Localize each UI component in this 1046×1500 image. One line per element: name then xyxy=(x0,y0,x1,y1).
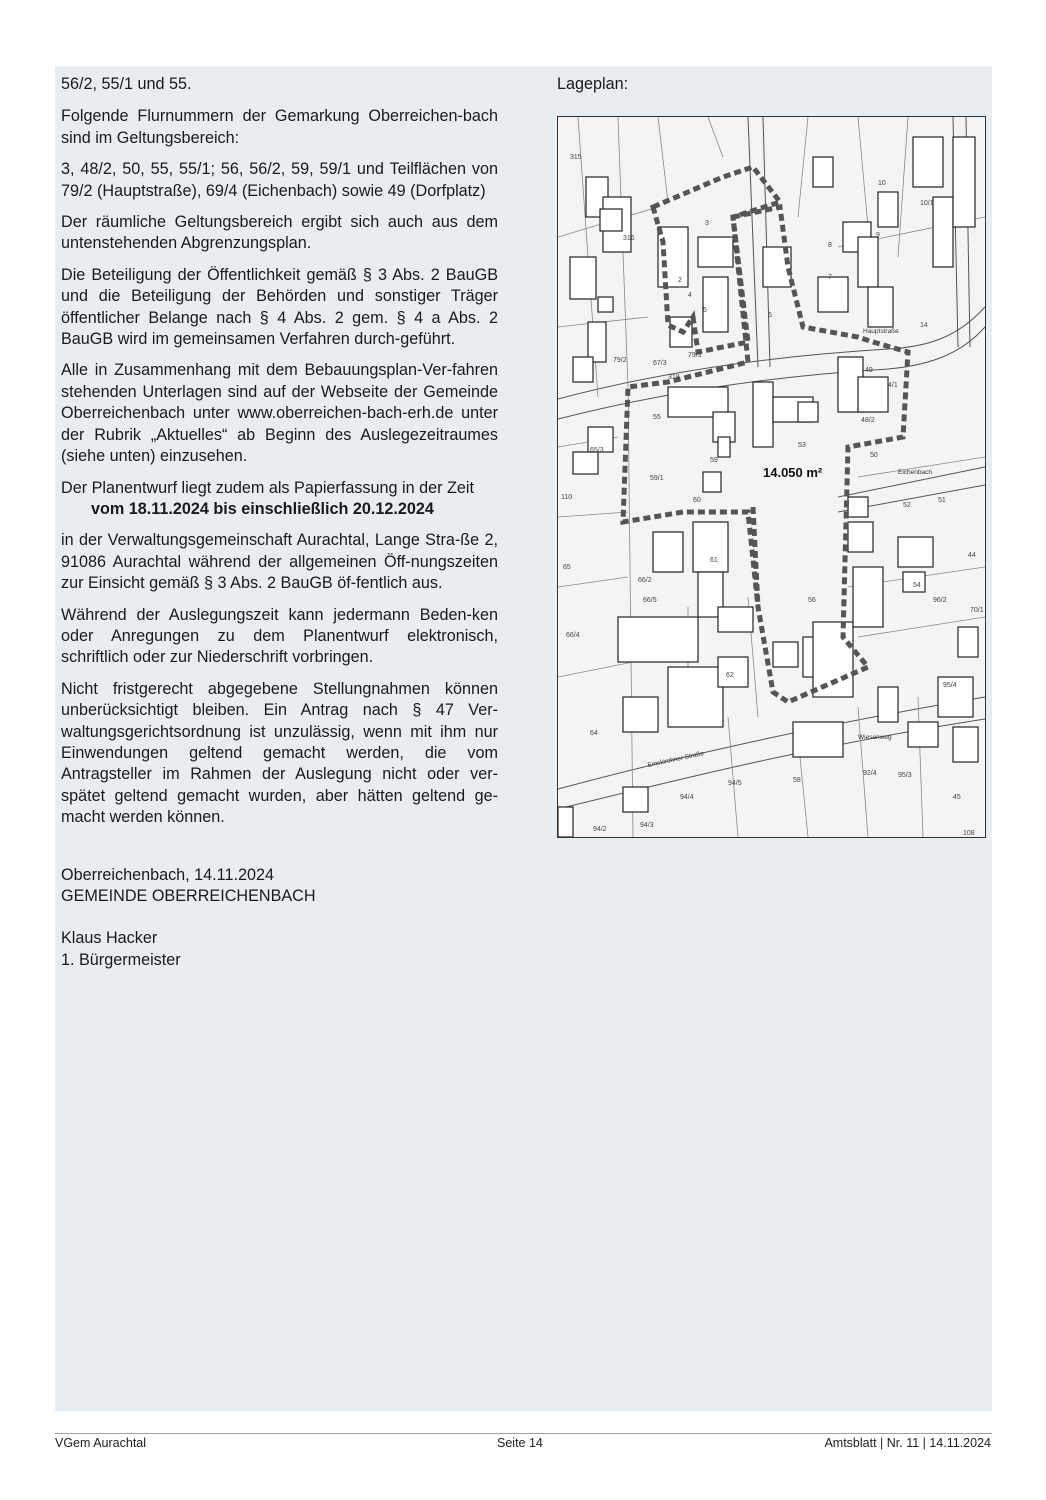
parcel-label: 59/1 xyxy=(650,475,664,482)
parcel-label: 316 xyxy=(623,235,635,242)
parcel-label: 2 xyxy=(678,277,682,284)
parcel-label: 61 xyxy=(710,557,718,564)
parcel-label: 65/3 xyxy=(590,447,604,454)
parcel-label: 54 xyxy=(913,582,921,589)
parcel-label: 59 xyxy=(710,457,718,464)
parcel-label: 9 xyxy=(876,232,880,239)
footer-page-number: Seite 14 xyxy=(497,1436,543,1450)
announcement-text-column xyxy=(61,74,498,971)
paragraph-parcels-intro: 56/2, 55/1 und 55. xyxy=(61,75,192,93)
parcel-label: 49 xyxy=(865,367,873,374)
street-label-eichenbach: Eichenbach xyxy=(898,469,932,476)
parcel-label: 94/4 xyxy=(680,794,694,801)
street-label-hauptstrasse: Hauptstraße xyxy=(863,328,899,335)
paragraph-beteiligung: Die Beteiligung der Öffentlichkeit gemäß § 3 Abs. 2 BauGB und die Beteiligung der Behörden und sonstiger Träger öffentlicher Belange nach § 4 Abs. 2 gem. § 4 a Abs. 2 BauGB wird im gemeinsamen Verfahren durch-geführt. xyxy=(61,265,498,349)
paragraph-parcel-list: 3, 48/2, 50, 55, 55/1; 56, 56/2, 59, 59/1 und Teilflächen von 79/2 (Hauptstraße), 69/4 (Eichenbach) sowie 49 (Dorfplatz) xyxy=(61,160,498,200)
parcel-label: 94/2 xyxy=(593,826,607,833)
parcel-label: 60 xyxy=(693,497,701,504)
parcel-label: 64 xyxy=(590,730,598,737)
municipality-name: GEMEINDE OBERREICHENBACH xyxy=(61,887,316,905)
paragraph-unterlagen: Alle in Zusammenhang mit dem Bebauungsplan-Ver-fahren stehenden Unterlagen sind auf der Webseite der Gemeinde Oberreichenbach unter www.oberreichen-bach-erh.de unter der Rubrik „Aktuelles“ ab Beginn des Auslegezeitraumes (siehe unten) einzusehen. xyxy=(61,361,498,466)
parcel-label: 4 xyxy=(688,292,692,299)
parcel-label: 318 xyxy=(668,374,680,381)
parcel-label: 96/2 xyxy=(933,597,947,604)
parcel-label: 1 xyxy=(662,237,666,244)
footer-issue: Amtsblatt | Nr. 11 | 14.11.2024 xyxy=(824,1436,991,1450)
parcel-label: 56 xyxy=(808,597,816,604)
parcel-label: 14 xyxy=(920,322,928,329)
parcel-label: 5 xyxy=(703,307,707,314)
parcel-label: 94/3 xyxy=(640,822,654,829)
parcel-label: 10/1 xyxy=(920,200,934,207)
site-plan-label: Lageplan: xyxy=(557,75,629,93)
paragraph-geltungsbereich: Der räumliche Geltungsbereich ergibt sich auch aus dem untenstehenden Abgrenzungsplan. xyxy=(61,213,498,253)
parcel-label: 3 xyxy=(705,220,709,227)
footer-publisher: VGem Aurachtal xyxy=(55,1436,147,1450)
signer-block xyxy=(61,928,498,971)
parcel-label: 52 xyxy=(903,502,911,509)
paragraph-papierfassung: Der Planentwurf liegt zudem als Papierfassung in der Zeit xyxy=(61,478,474,497)
parcel-label: 110 xyxy=(561,494,573,501)
parcel-label: 79/3 xyxy=(688,352,702,359)
signer-title: 1. Bürgermeister xyxy=(61,950,181,969)
parcel-label: 315 xyxy=(570,154,582,161)
parcel-label: 10 xyxy=(878,180,886,187)
parcel-label: 50 xyxy=(870,452,878,459)
street-label-emskirchner-strasse: Emskirchner Straße xyxy=(646,750,705,769)
parcel-label: 79/2 xyxy=(613,357,627,364)
parcel-label: 53 xyxy=(798,442,806,449)
parcel-label: 67/3 xyxy=(653,360,667,367)
parcel-label: 58 xyxy=(793,777,801,784)
parcel-label: 92/4 xyxy=(863,770,877,777)
parcel-label: 65 xyxy=(563,564,571,571)
parcel-label: 51 xyxy=(938,497,946,504)
parcel-label: 45 xyxy=(953,794,961,801)
parcel-label: 7 xyxy=(828,274,832,281)
parcel-label: 95/4 xyxy=(943,682,957,689)
parcel-label: 66/4 xyxy=(566,632,580,639)
signature-place-block xyxy=(61,865,498,908)
paragraph-bedenken: Während der Auslegungszeit kann jedermann Beden-ken oder Anregungen zu dem Planentwurf elektronisch, schriftlich oder zur Niederschrift vorbringen. xyxy=(61,605,498,667)
parcel-label: 95/3 xyxy=(898,772,912,779)
place-date: Oberreichenbach, 14.11.2024 xyxy=(61,865,274,884)
parcel-label: 6 xyxy=(768,312,772,319)
footer-divider xyxy=(55,1433,992,1434)
building-outlines xyxy=(558,137,978,837)
parcel-label: 66/2 xyxy=(638,577,652,584)
parcel-label: 94/5 xyxy=(728,780,742,787)
site-plan-map xyxy=(557,116,986,838)
site-plan-drawing xyxy=(558,117,985,837)
signer-name: Klaus Hacker xyxy=(61,929,158,948)
parcel-label: 62 xyxy=(726,672,734,679)
site-plan-column xyxy=(557,74,987,837)
parcel-label: 70/1 xyxy=(970,607,984,614)
parcel-label: 55 xyxy=(653,414,661,421)
parcel-label: 4/1 xyxy=(888,382,898,389)
parcel-label: 108 xyxy=(963,830,975,837)
paragraph-flurnummern: Folgende Flurnummern der Gemarkung Oberreichen-bach sind im Geltungsbereich: xyxy=(61,107,498,147)
display-period: vom 18.11.2024 bis einschließlich 20.12.2024 xyxy=(91,499,434,518)
parcel-label: 66/5 xyxy=(643,597,657,604)
paragraph-stellungnahmen: Nicht fristgerecht abgegebene Stellungnahmen können unberücksichtigt bleiben. Ein Antrag nach § 47 Ver-waltungsgerichtsordnung ist unzulässig, wenn mit ihm nur Einwendungen geltend gemacht werden, die vom Antragsteller im Rahmen der Auslegung nicht oder ver-spätet geltend gemacht wurden, aber hätten geltend ge-macht werden können. xyxy=(61,679,498,827)
parcel-label: 48/2 xyxy=(861,417,875,424)
street-label-wiesenweg: Wiesenweg xyxy=(858,734,892,741)
paragraph-einsicht: in der Verwaltungsgemeinschaft Aurachtal, Lange Stra-ße 2, 91086 Aurachtal während der allgemeinen Öff-nungszeiten zur Einsicht gemäß § 3 Abs. 2 BauGB öf-fentlich aus. xyxy=(61,531,498,593)
area-size-label: 14.050 m² xyxy=(763,465,823,480)
parcel-label: 44 xyxy=(968,552,976,559)
parcel-label: 8 xyxy=(828,242,832,249)
